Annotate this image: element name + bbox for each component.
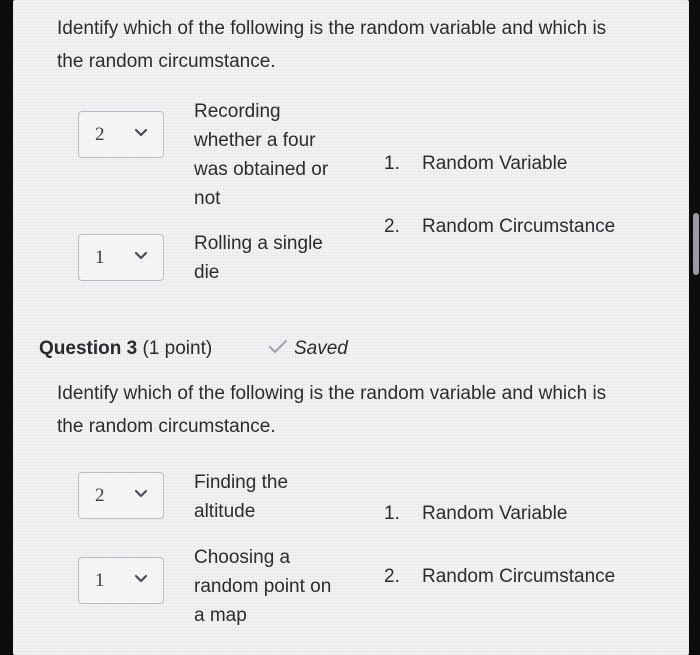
chevron-down-icon (133, 127, 149, 139)
select-value: 2 (95, 124, 105, 145)
prompt-line: altitude (194, 501, 256, 522)
checkmark-icon (268, 339, 288, 355)
saved-status (268, 338, 348, 360)
question-3-item-1-prompt (194, 468, 364, 526)
question-3-instructions-line: Identify which of the following is the random variable and which is (57, 383, 607, 404)
choice-label: Random Variable (422, 503, 568, 524)
choice-number: 1. (384, 153, 400, 174)
question-3-item-2-prompt (194, 543, 364, 630)
select-value: 2 (95, 485, 105, 506)
prompt-line: was obtained or (194, 159, 329, 180)
question-2-instructions-line: the random circumstance. (57, 51, 276, 72)
question-2-instructions-line: Identify which of the following is the random variable and which is (57, 18, 607, 39)
question-3-instructions-line: the random circumstance. (57, 416, 276, 437)
question-3-choice-2 (384, 566, 615, 588)
chevron-down-icon (133, 488, 149, 500)
question-3-item-2-select[interactable] (78, 557, 164, 604)
question-3-heading (39, 338, 212, 360)
question-title: Question 3 (39, 338, 138, 359)
prompt-line: a map (194, 605, 247, 626)
question-2-item-1-prompt (194, 97, 364, 213)
prompt-line: not (194, 188, 221, 209)
chevron-down-icon (133, 250, 149, 262)
question-2-choice-1 (384, 153, 567, 175)
select-value: 1 (95, 247, 105, 268)
prompt-line: die (194, 262, 220, 283)
choice-number: 2. (384, 566, 400, 587)
question-points: (1 point) (142, 338, 213, 359)
choice-label: Random Circumstance (422, 566, 616, 587)
scrollbar-thumb[interactable] (693, 213, 699, 275)
chevron-down-icon (133, 573, 149, 585)
prompt-line: Finding the (194, 472, 289, 493)
choice-number: 2. (384, 216, 400, 237)
choice-number: 1. (384, 503, 400, 524)
prompt-line: Rolling a single (194, 233, 323, 254)
choice-label: Random Circumstance (422, 216, 616, 237)
question-2-item-2-prompt (194, 229, 364, 287)
question-2-item-2-select[interactable] (78, 234, 164, 281)
question-2-instructions (57, 12, 677, 78)
question-3-item-1-select[interactable] (78, 472, 164, 519)
saved-label: Saved (294, 338, 348, 359)
question-2-choice-2 (384, 216, 615, 238)
prompt-line: Choosing a (194, 547, 291, 568)
choice-label: Random Variable (422, 153, 568, 174)
question-3-instructions (57, 377, 677, 443)
question-3-choice-1 (384, 503, 567, 525)
prompt-line: whether a four (194, 130, 316, 151)
prompt-line: Recording (194, 101, 281, 122)
question-2-item-1-select[interactable] (78, 111, 164, 158)
select-value: 1 (95, 570, 105, 591)
prompt-line: random point on (194, 576, 332, 597)
